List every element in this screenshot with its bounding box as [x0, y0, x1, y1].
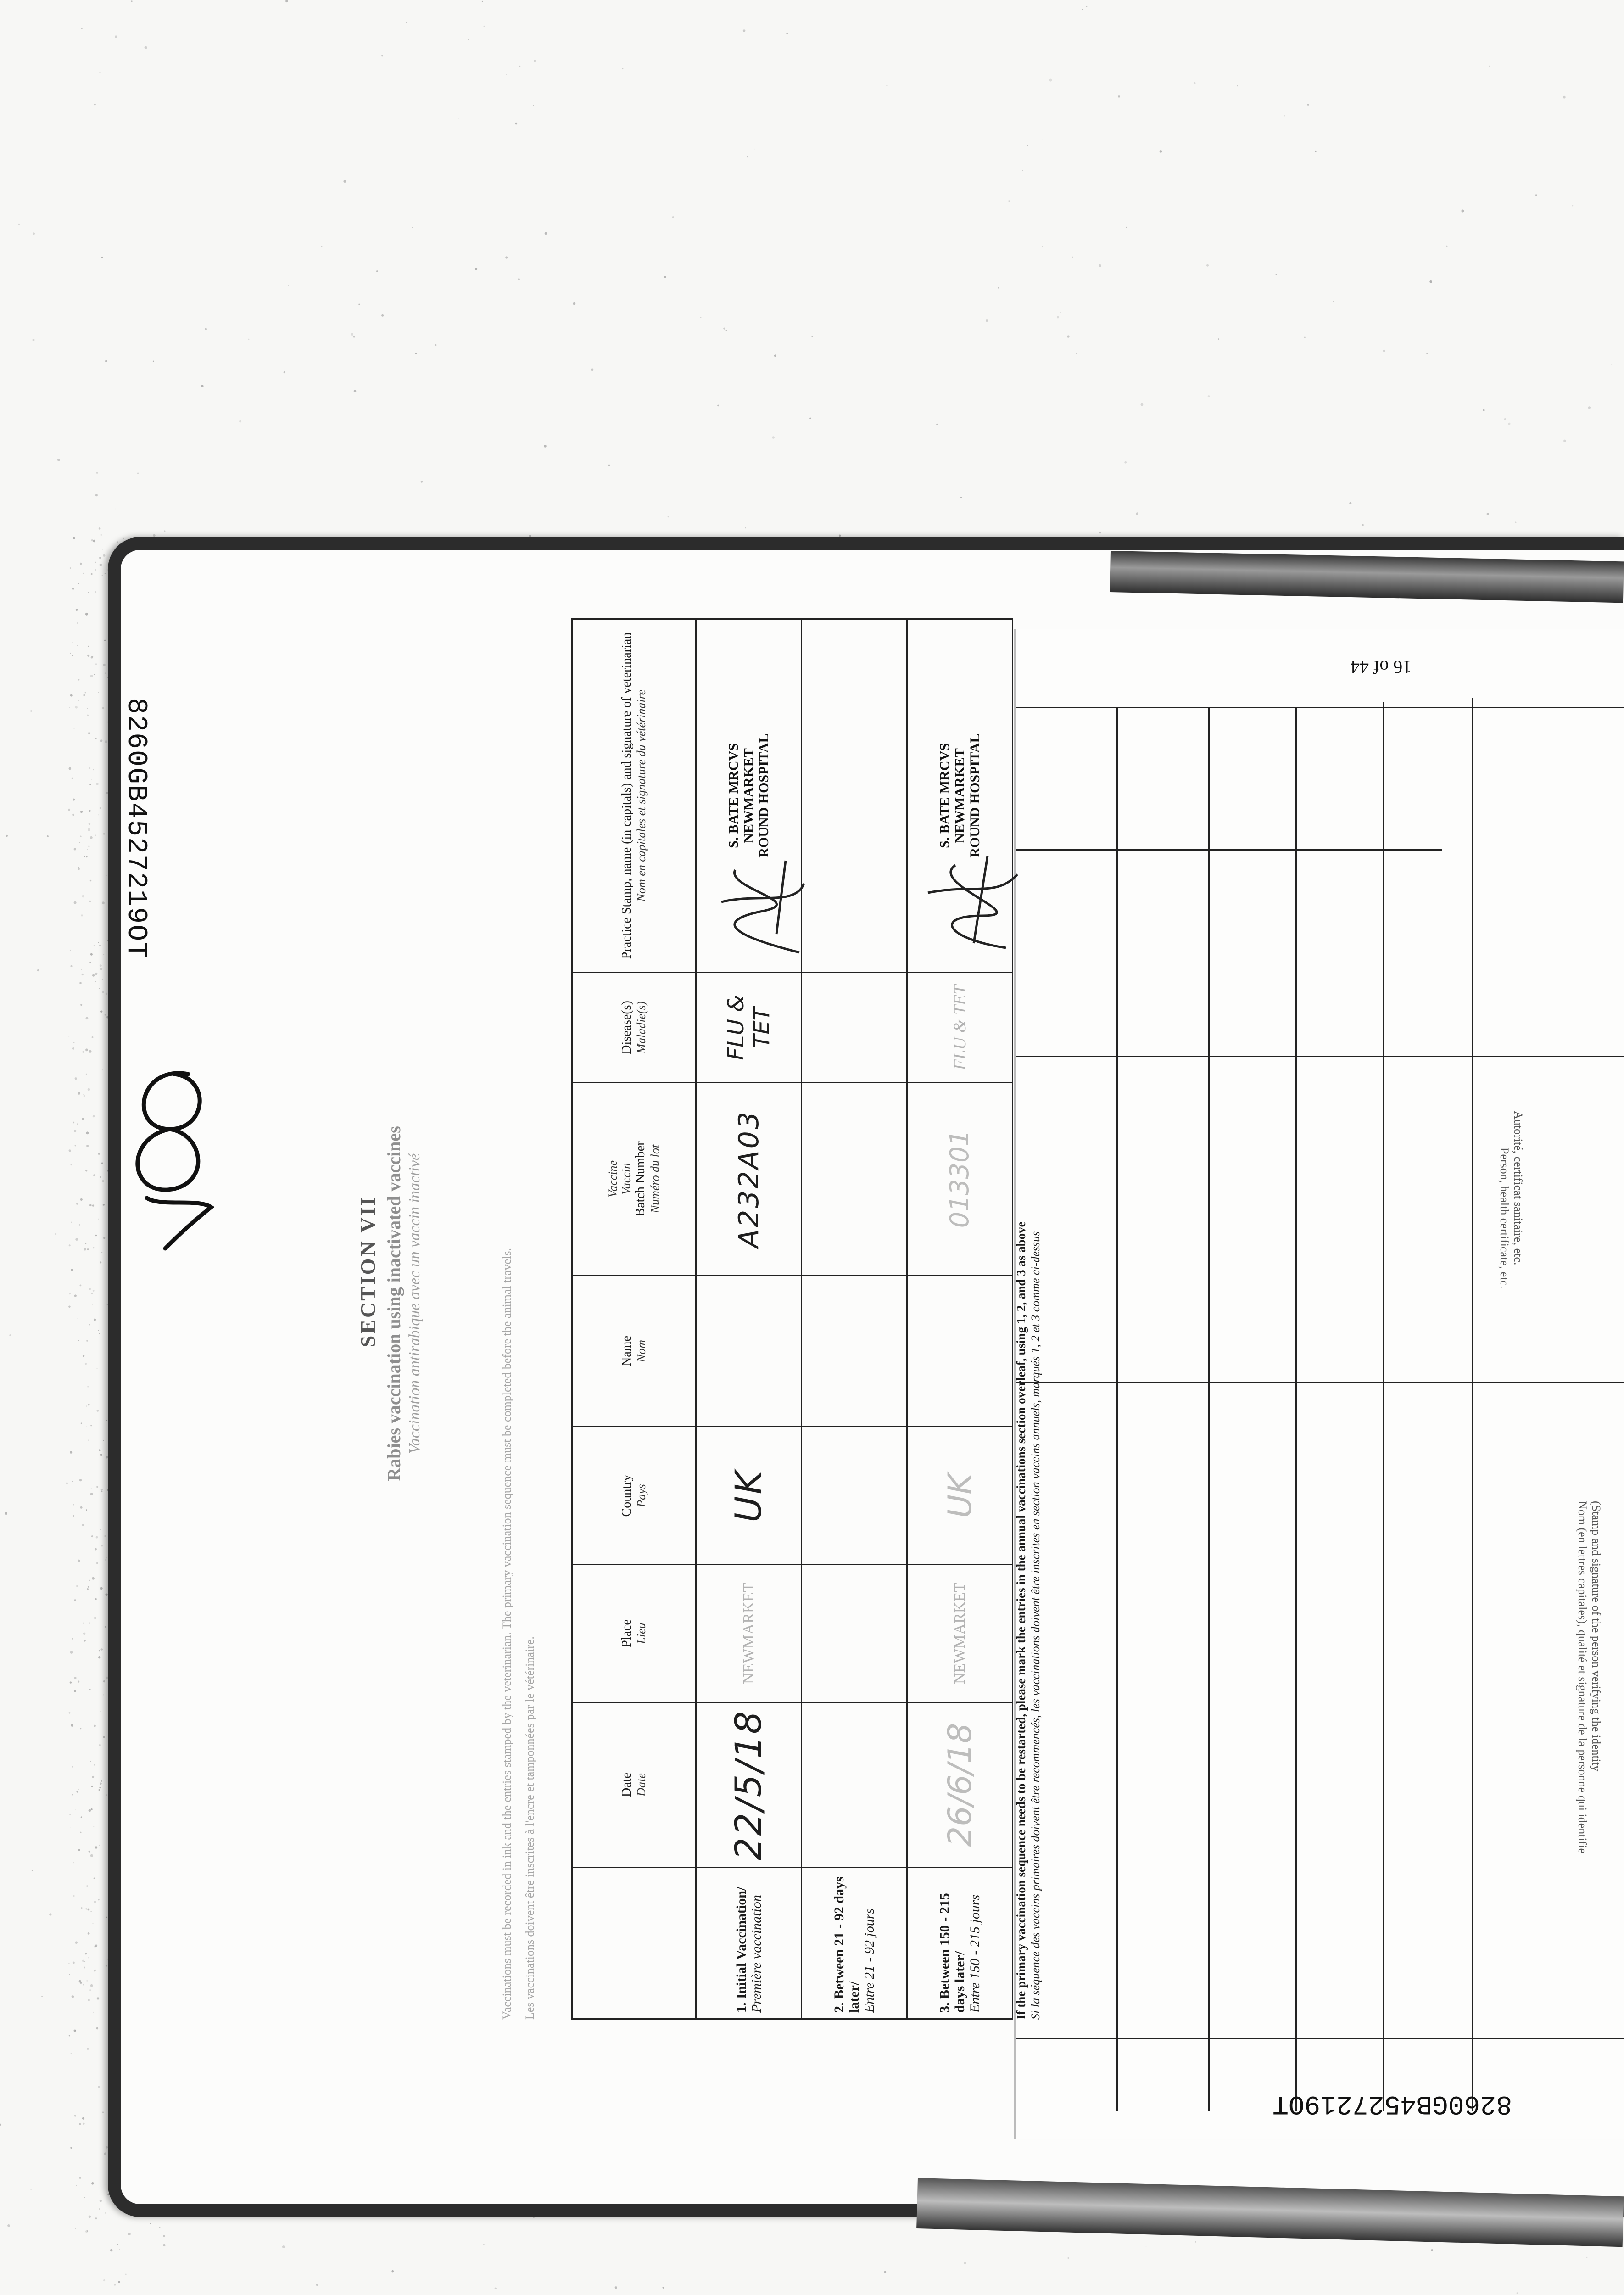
- cell-country: UK: [907, 1427, 1013, 1565]
- cell-date: 26/6/18: [907, 1702, 1013, 1868]
- footnote-fr: Si la séquence des vaccins primaires doivent être recommencés, les vaccinations doivent être inscrites en section vaccins annuels, marqués 1, 2 et 3 comme ci-dessus: [1029, 1231, 1042, 2020]
- table-row: [802, 619, 907, 2019]
- cell-disease: FLU & TET: [696, 973, 802, 1083]
- cell-disease: [802, 973, 907, 1083]
- cell-batch: 013301: [907, 1083, 1013, 1276]
- cell-batch: [802, 1083, 907, 1276]
- facing-grid-line: [1472, 698, 1473, 2111]
- cell-name: [907, 1276, 1013, 1427]
- header-disease: Disease(s) Maladie(s): [572, 973, 696, 1083]
- facing-header: Person, health certificate, etc.: [1498, 1148, 1511, 1289]
- header-batch: Vaccine Vaccin Batch Number Numéro du lot: [572, 1083, 696, 1276]
- table-row: [696, 619, 802, 2019]
- cell-vet-stamp: [907, 619, 1013, 973]
- facing-grid-line: [1295, 707, 1297, 2111]
- notice-fr: Les vaccinations doivent être inscrites à l'encre et tamponnées par le vétérinaire.: [523, 1636, 536, 2020]
- row-label: 1. Initial Vaccination/ Première vaccination: [696, 1868, 802, 2019]
- table-row: [907, 619, 1013, 2019]
- header-date: Date Date: [572, 1702, 696, 1868]
- cell-name: [696, 1276, 802, 1427]
- footnote-en: If the primary vaccination sequence needs to be restarted, please mark the entries in the annual vaccinations section overleaf, using 1, 2, and 3 as above: [1014, 1221, 1028, 2020]
- facing-grid-line: [1383, 702, 1384, 2111]
- row-label: 3. Between 150 - 215 days later/ Entre 150 - 215 jours: [907, 1868, 1013, 2019]
- cell-country: [802, 1427, 907, 1565]
- facing-page: [1014, 629, 1624, 2139]
- section-heading: Rabies vaccination using inactivated vaccines: [384, 1126, 404, 1481]
- vaccination-page: [120, 620, 1042, 2111]
- header-vet-stamp: Practice Stamp, name (in capitals) and signature of veterinarian Nom en capitales et signature du vétérinaire: [572, 619, 696, 973]
- section-title: SECTION VII: [356, 1195, 379, 1348]
- notice-en: Vaccinations must be recorded in ink and the entries stamped by the veterinarian. The primary vaccination sequence must be completed before the animal travels.: [500, 1248, 513, 2020]
- header-place: Place Lieu: [572, 1565, 696, 1702]
- facing-header-fr: Nom (en lettres capitales), qualité et signature de la personne qui identifie: [1576, 1501, 1589, 1854]
- vaccination-table: [571, 618, 1013, 2020]
- table-header-row: [572, 619, 696, 2019]
- facing-grid-line: [1116, 707, 1118, 2111]
- cell-date: [802, 1702, 907, 1868]
- cell-vet-stamp: [696, 619, 802, 973]
- header-empty: [572, 1868, 696, 2019]
- facing-grid-line: [1016, 707, 1624, 708]
- cell-vet-stamp: [802, 619, 907, 973]
- header-country: Country Pays: [572, 1427, 696, 1565]
- facing-grid-line: [1016, 1382, 1624, 1383]
- cell-batch: A232A03: [696, 1083, 802, 1276]
- facing-header-fr: Autorité, certificat sanitaire, etc.: [1512, 1111, 1525, 1265]
- vet-stamp: S. BATE MRCVS NEWMARKET ROUND HOSPITAL: [937, 625, 982, 966]
- facing-grid-line: [1016, 849, 1442, 851]
- cell-disease: FLU & TET: [907, 973, 1013, 1083]
- section-subheading: Vaccination antirabique avec un vaccin inactivé: [406, 1153, 423, 1454]
- facing-grid-line: [1016, 2038, 1624, 2039]
- facing-header: (Stamp and signature of the person verifying the identity: [1590, 1501, 1603, 1772]
- cell-place: NEWMARKET: [907, 1565, 1013, 1702]
- vet-stamp: S. BATE MRCVS NEWMARKET ROUND HOSPITAL: [726, 625, 771, 966]
- header-name: Name Nom: [572, 1276, 696, 1427]
- facing-page-number: 16 of 44: [1351, 657, 1412, 677]
- page-doc-id: 8260GB4527219OT: [120, 698, 151, 960]
- facing-page-doc-id: 8260GB4527219OT: [1272, 2088, 1512, 2118]
- handwritten-annotation: [119, 1060, 225, 1253]
- cell-date: 22/5/18: [696, 1702, 802, 1868]
- cell-place: NEWMARKET: [696, 1565, 802, 1702]
- row-label: 2. Between 21 - 92 days later/ Entre 21 - 92 jours: [802, 1868, 907, 2019]
- cell-place: [802, 1565, 907, 1702]
- cell-country: UK: [696, 1427, 802, 1565]
- cell-name: [802, 1276, 907, 1427]
- facing-grid-line: [1016, 1056, 1624, 1057]
- facing-grid-line: [1208, 707, 1210, 2111]
